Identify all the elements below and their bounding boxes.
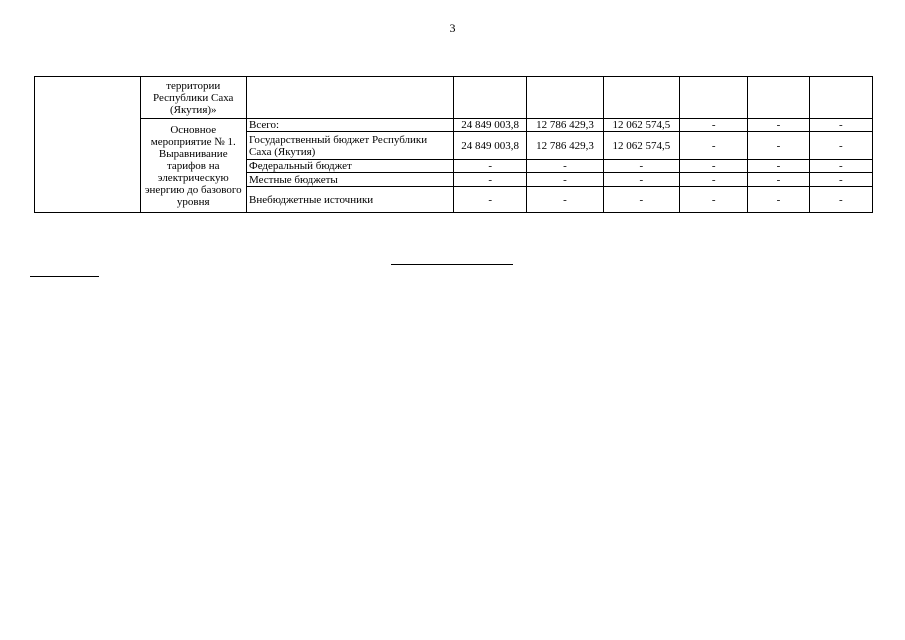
empty-cell (680, 77, 748, 119)
empty-cell (748, 77, 809, 119)
value-cell: - (809, 187, 872, 213)
value-cell: - (680, 132, 748, 160)
value-cell: - (527, 187, 603, 213)
value-cell: 24 849 003,8 (453, 132, 526, 160)
page-number: 3 (449, 21, 456, 35)
empty-cell (35, 77, 141, 213)
value-cell: - (748, 187, 809, 213)
value-cell: - (680, 160, 748, 173)
value-cell: - (603, 187, 679, 213)
value-cell: - (680, 187, 748, 213)
value-cell: - (748, 119, 809, 132)
table-row (35, 77, 873, 119)
value-cell: - (809, 173, 872, 187)
funding-source-cell: Федеральный бюджет (247, 160, 454, 173)
program-name-cell: территории Республики Саха (Якутия)» (140, 77, 247, 119)
value-cell: - (527, 160, 603, 173)
value-cell: 12 062 574,5 (603, 132, 679, 160)
value-cell: - (680, 119, 748, 132)
value-cell: - (748, 160, 809, 173)
value-cell: - (809, 160, 872, 173)
empty-cell (809, 77, 872, 119)
funding-source-cell: Всего: (247, 119, 454, 132)
value-cell: - (748, 173, 809, 187)
value-cell: - (809, 119, 872, 132)
value-cell: - (453, 187, 526, 213)
value-cell: - (453, 160, 526, 173)
separator-line (391, 264, 513, 265)
value-cell: 12 786 429,3 (527, 132, 603, 160)
value-cell: - (453, 173, 526, 187)
value-cell: 12 062 574,5 (603, 119, 679, 132)
empty-cell (247, 77, 454, 119)
funding-source-cell: Внебюджетные источники (247, 187, 454, 213)
value-cell: - (603, 173, 679, 187)
funding-source-cell: Местные бюджеты (247, 173, 454, 187)
budget-table (34, 76, 873, 213)
value-cell: - (680, 173, 748, 187)
value-cell: - (748, 132, 809, 160)
empty-cell (603, 77, 679, 119)
value-cell: 12 786 429,3 (527, 119, 603, 132)
table-row (35, 119, 873, 132)
empty-cell (527, 77, 603, 119)
value-cell: - (809, 132, 872, 160)
value-cell: - (527, 173, 603, 187)
value-cell: 24 849 003,8 (453, 119, 526, 132)
empty-cell (453, 77, 526, 119)
measure-name-cell: Основное мероприятие № 1. Выравнивание тарифов на электрическую энергию до базового уровня (140, 119, 247, 213)
funding-source-cell: Государственный бюджет Республики Саха (Якутия) (247, 132, 454, 160)
value-cell: - (603, 160, 679, 173)
footnote-line (30, 276, 99, 277)
